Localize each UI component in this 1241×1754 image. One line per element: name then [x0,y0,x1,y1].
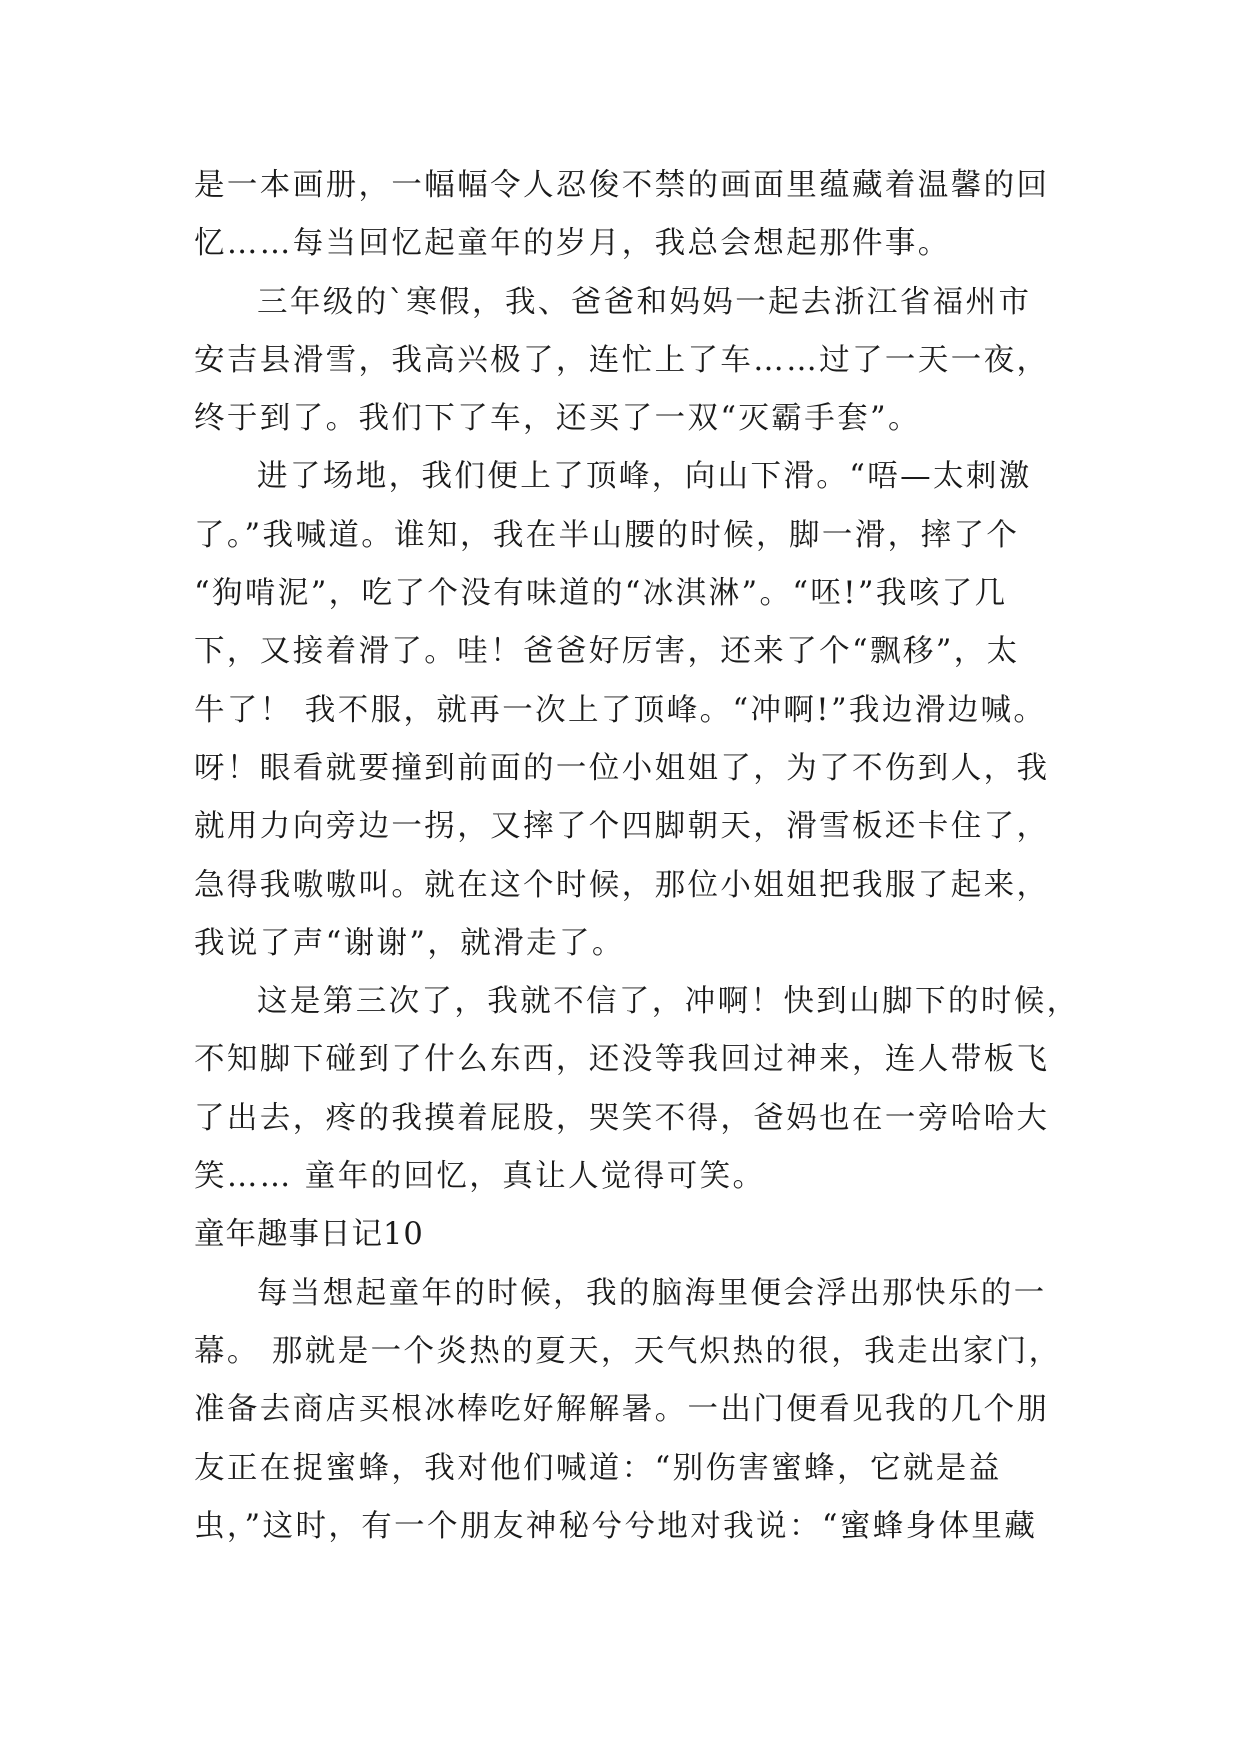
paragraph-start-line: 三年级的`寒假，我、爸爸和妈妈一起去浙江省福州市 [257,284,1032,320]
text-line: 不知脚下碰到了什么东西，还没等我回过神来，连人带板飞 [194,1042,1050,1078]
text-line: 虫，”这时，有一个朋友神秘兮兮地对我说：“蜜蜂身体里藏 [194,1508,1038,1544]
text-line: 急得我嗷嗷叫。就在这个时候，那位小姐姐把我服了起来， [194,867,1050,903]
paragraph-start-line: 每当想起童年的时候，我的脑海里便会浮出那快乐的一 [257,1275,1047,1311]
document-body [194,157,1080,1556]
text-line: 了出去，疼的我摸着屁股，哭笑不得，爸妈也在一旁哈哈大 [194,1100,1050,1136]
text-line: 安吉县滑雪，我高兴极了，连忙上了车……过了一天一夜， [194,342,1050,378]
text-line: 忆……每当回忆起童年的岁月，我总会想起那件事。 [194,226,951,262]
text-line: 牛了！ 我不服，就再一次上了顶峰。“冲啊!”我边滑边喊。 [194,692,1047,728]
text-line: 呀！眼看就要撞到前面的一位小姐姐了，为了不伤到人，我 [194,750,1050,786]
paragraph-start-line: 这是第三次了，我就不信了，冲啊！快到山脚下的时候， [257,984,1080,1020]
text-line: 笑…… 童年的回忆，真让人觉得可笑。 [194,1159,766,1195]
text-line: 幕。 那就是一个炎热的夏天，天气炽热的很，我走出家门， [194,1333,1062,1369]
text-line: 是一本画册，一幅幅令人忍俊不禁的画面里蕴藏着温馨的回 [194,168,1050,203]
paragraph-start-line: 进了场地，我们便上了顶峰，向山下滑。“唔—太刺激 [257,459,1032,495]
text-line: 了。”我喊道。谁知，我在半山腰的时候，脚一滑，摔了个 [194,517,1020,553]
text-line: 下，又接着滑了。哇！爸爸好厉害，还来了个“飘移”，太 [194,634,1020,670]
text-line: 准备去商店买根冰棒吃好解解暑。一出门便看见我的几个朋 [194,1392,1050,1428]
text-line: 我说了声“谢谢”，就滑走了。 [194,925,625,961]
text-line: 友正在捉蜜蜂，我对他们喊道：“别伤害蜜蜂，它就是益 [194,1450,1002,1486]
section-heading: 童年趣事日记10 [194,1217,424,1253]
text-line: “狗啃泥”，吃了个没有味道的“冰淇淋”。“呸!”我咳了几 [194,576,1008,612]
text-line: 终于到了。我们下了车，还买了一双“灭霸手套”。 [194,401,921,437]
text-line: 就用力向旁边一拐，又摔了个四脚朝天，滑雪板还卡住了， [194,809,1050,845]
